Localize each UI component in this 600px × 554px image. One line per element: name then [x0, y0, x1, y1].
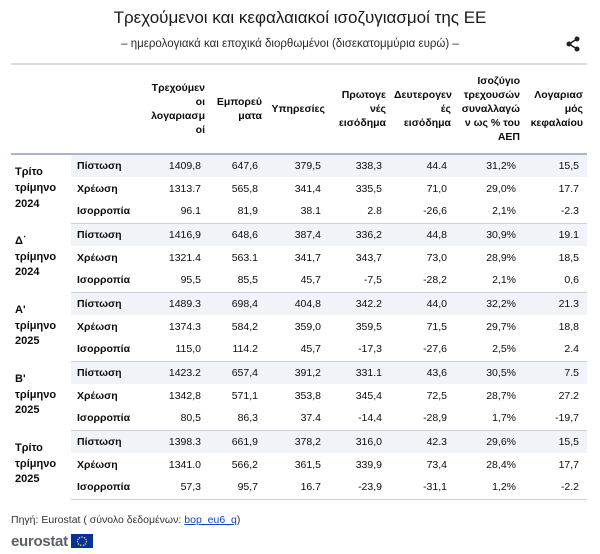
- table-cell: 2,1%: [455, 269, 524, 292]
- table-cell: 335,5: [355, 182, 382, 195]
- table-row: [11, 315, 587, 338]
- table-cell: -2.3: [524, 200, 587, 223]
- row-label: Χρέωση: [77, 458, 118, 471]
- table-cell: 331.1: [329, 361, 390, 384]
- table-cell: 338,3: [329, 154, 390, 177]
- table-cell: 339,9: [355, 458, 382, 471]
- table-cell: 345,4: [355, 389, 382, 402]
- table-cell: 115,0: [143, 338, 209, 361]
- column-header: Πρωτογε νές εισόδημα: [329, 64, 390, 154]
- table-cell: 19.1: [524, 223, 587, 246]
- table-cell: -7,5: [329, 269, 390, 292]
- row-label: Πίστωση: [71, 292, 143, 315]
- row-label: Χρέωση: [77, 389, 118, 402]
- table-cell: 85,5: [209, 269, 266, 292]
- period-label: Β' τρίμηνο 2025: [11, 361, 71, 430]
- table-cell: 565,8: [231, 182, 258, 195]
- table-cell: 1341.0: [168, 458, 201, 471]
- table-cell: 1321.4: [168, 251, 201, 264]
- table-cell: 28,4%: [486, 458, 516, 471]
- table-cell: 353,8: [294, 389, 321, 402]
- table-cell: 73,0: [426, 251, 447, 264]
- row-label: Πίστωση: [71, 430, 143, 453]
- logo-text: eurostat: [11, 532, 68, 550]
- table-header-row: [11, 64, 587, 154]
- dataset-link[interactable]: bop_eu6_q: [184, 514, 237, 526]
- table-cell: 28,9%: [486, 251, 516, 264]
- row-label: Πίστωση: [71, 361, 143, 384]
- table-cell: 30,9%: [455, 223, 524, 246]
- table-cell: 7.5: [524, 361, 587, 384]
- table-cell: 648,6: [209, 223, 266, 246]
- table-cell: 2.4: [524, 338, 587, 361]
- table-cell: 336,2: [329, 223, 390, 246]
- table-row: [11, 430, 587, 453]
- row-label: Ισορροπία: [71, 269, 143, 292]
- table-cell: 27.2: [558, 389, 579, 402]
- table-row: [11, 269, 587, 292]
- table-row: [11, 292, 587, 315]
- source-close: ): [236, 514, 241, 526]
- table-cell: 18,8: [558, 320, 579, 333]
- column-header: Ισοζύγιο τρεχουσών συναλλαγώ ν ως % του ΑΕΠ: [455, 64, 524, 154]
- table-cell: 43,6: [390, 361, 455, 384]
- table-cell: 71,0: [426, 182, 447, 195]
- table-cell: 584,2: [231, 320, 258, 333]
- period-label: Α' τρίμηνο 2025: [11, 292, 71, 361]
- table-cell: 1,2%: [455, 476, 524, 499]
- table-cell: 96.1: [143, 200, 209, 223]
- table-cell: 114.2: [209, 338, 266, 361]
- page-subtitle: – ημερολογιακά και εποχικά διορθωμένοι (δισεκατομμύρια ευρώ) –: [121, 38, 459, 50]
- table-row: [11, 453, 587, 476]
- table-cell: 661,9: [209, 430, 266, 453]
- table-cell: 387,4: [266, 223, 329, 246]
- row-label: Πίστωση: [71, 154, 143, 177]
- table-cell: -14,4: [329, 407, 390, 430]
- table-cell: 57,3: [143, 476, 209, 499]
- table-cell: 342.2: [329, 292, 390, 315]
- column-header: Τρεχούμεν οι λογαριασμ οί: [143, 64, 209, 154]
- source-note: [11, 514, 240, 526]
- table-cell: -31,1: [390, 476, 455, 499]
- table-cell: 44,8: [390, 223, 455, 246]
- table-cell: 95,7: [209, 476, 266, 499]
- table-cell: 316,0: [329, 430, 390, 453]
- table-cell: 361,5: [294, 458, 321, 471]
- table-row: [11, 223, 587, 246]
- table-cell: 18,5: [558, 251, 579, 264]
- table-cell: 2.8: [329, 200, 390, 223]
- table-cell: 28,7%: [486, 389, 516, 402]
- table-cell: 15,5: [524, 430, 587, 453]
- table-cell: 38.1: [266, 200, 329, 223]
- table-cell: 45,7: [266, 269, 329, 292]
- table-cell: 1,7%: [455, 407, 524, 430]
- row-label: Ισορροπία: [71, 200, 143, 223]
- table-cell: 73,4: [426, 458, 447, 471]
- table-cell: 391,2: [266, 361, 329, 384]
- column-header-empty: [71, 64, 143, 154]
- row-label: Πίστωση: [71, 223, 143, 246]
- period-label: Δ΄ τρίμηνο 2024: [11, 223, 71, 292]
- table-cell: 81,9: [209, 200, 266, 223]
- table-cell: 71,5: [426, 320, 447, 333]
- eurostat-logo[interactable]: [11, 533, 93, 549]
- share-icon[interactable]: [566, 36, 580, 52]
- table-cell: -23,9: [329, 476, 390, 499]
- table-cell: 1374.3: [168, 320, 201, 333]
- table-cell: 16.7: [266, 476, 329, 499]
- row-label: Ισορροπία: [71, 476, 143, 499]
- row-label: Ισορροπία: [71, 407, 143, 430]
- table-cell: 30,5%: [455, 361, 524, 384]
- table-cell: 1342,8: [168, 389, 201, 402]
- table-row: [11, 361, 587, 384]
- table-cell: 1489.3: [143, 292, 209, 315]
- table-row: [11, 154, 587, 177]
- table-cell: 647,6: [209, 154, 266, 177]
- table-cell: 341,4: [294, 182, 321, 195]
- table-cell: 95,5: [143, 269, 209, 292]
- table-cell: 571,1: [231, 389, 258, 402]
- table-row: [11, 407, 587, 430]
- period-label: Τρίτο τρίμηνο 2024: [11, 154, 71, 223]
- column-header-empty: [11, 64, 71, 154]
- row-label: Χρέωση: [77, 251, 118, 264]
- table-cell: 86,3: [209, 407, 266, 430]
- period-label: Τρίτο τρίμηνο 2025: [11, 430, 71, 499]
- table-cell: 1423.2: [143, 361, 209, 384]
- column-header: Υπηρεσίες: [266, 64, 329, 154]
- table-cell: 2,5%: [455, 338, 524, 361]
- table-cell: 343,7: [355, 251, 382, 264]
- table-cell: 29,0%: [486, 182, 516, 195]
- table-cell: -28,9: [390, 407, 455, 430]
- table-cell: 0,6: [524, 269, 587, 292]
- table-row: [11, 338, 587, 361]
- table-cell: 379,5: [266, 154, 329, 177]
- table-cell: 72,5: [426, 389, 447, 402]
- table-cell: 44.4: [390, 154, 455, 177]
- table-cell: 657,4: [209, 361, 266, 384]
- data-table-container: [11, 63, 587, 499]
- source-text: Πηγή: Eurostat ( σύνολο δεδομένων:: [11, 514, 182, 526]
- table-row: [11, 200, 587, 223]
- table-row: [11, 476, 587, 499]
- table-cell: 29,7%: [486, 320, 516, 333]
- table-cell: -27,6: [390, 338, 455, 361]
- row-label: Χρέωση: [77, 182, 118, 195]
- table-cell: 1409,8: [143, 154, 209, 177]
- table-cell: 566,2: [231, 458, 258, 471]
- table-cell: 31,2%: [455, 154, 524, 177]
- table-cell: 404,8: [266, 292, 329, 315]
- table-cell: 359,0: [294, 320, 321, 333]
- table-cell: 32,2%: [455, 292, 524, 315]
- table-cell: -2.2: [524, 476, 587, 499]
- row-label: Ισορροπία: [71, 338, 143, 361]
- table-row: [11, 246, 587, 269]
- table-cell: 378,2: [266, 430, 329, 453]
- table-cell: -19,7: [524, 407, 587, 430]
- table-cell: 44,0: [390, 292, 455, 315]
- table-cell: 21.3: [524, 292, 587, 315]
- table-cell: -26,6: [390, 200, 455, 223]
- page-title: Τρεχούμενοι και κεφαλαιακοί ισοζυγιασμοί της ΕΕ: [113, 8, 487, 27]
- column-header: Λογαριασ μός κεφαλαίου: [524, 64, 587, 154]
- table-cell: 698,4: [209, 292, 266, 315]
- table-cell: 1313.7: [168, 182, 201, 195]
- data-table: [11, 63, 587, 500]
- eu-flag-icon: [71, 534, 93, 548]
- table-cell: 29,6%: [455, 430, 524, 453]
- table-cell: -17,3: [329, 338, 390, 361]
- table-cell: 45,7: [266, 338, 329, 361]
- table-cell: 17.7: [558, 182, 579, 195]
- table-cell: 15,5: [524, 154, 587, 177]
- table-cell: 42.3: [390, 430, 455, 453]
- table-row: [11, 384, 587, 407]
- table-cell: 359,5: [355, 320, 382, 333]
- column-header: Εμπορεύ ματα: [209, 64, 266, 154]
- table-cell: 341,7: [294, 251, 321, 264]
- table-body: [11, 154, 587, 499]
- table-cell: 80,5: [143, 407, 209, 430]
- table-cell: 37.4: [266, 407, 329, 430]
- table-row: [11, 177, 587, 200]
- column-header: Δευτερογεν ές εισόδημα: [390, 64, 455, 154]
- table-cell: 1416,9: [143, 223, 209, 246]
- table-cell: 1398.3: [143, 430, 209, 453]
- row-label: Χρέωση: [77, 320, 118, 333]
- table-cell: 563.1: [231, 251, 258, 264]
- table-cell: 2,1%: [455, 200, 524, 223]
- table-cell: -28,2: [390, 269, 455, 292]
- table-cell: 17,7: [558, 458, 579, 471]
